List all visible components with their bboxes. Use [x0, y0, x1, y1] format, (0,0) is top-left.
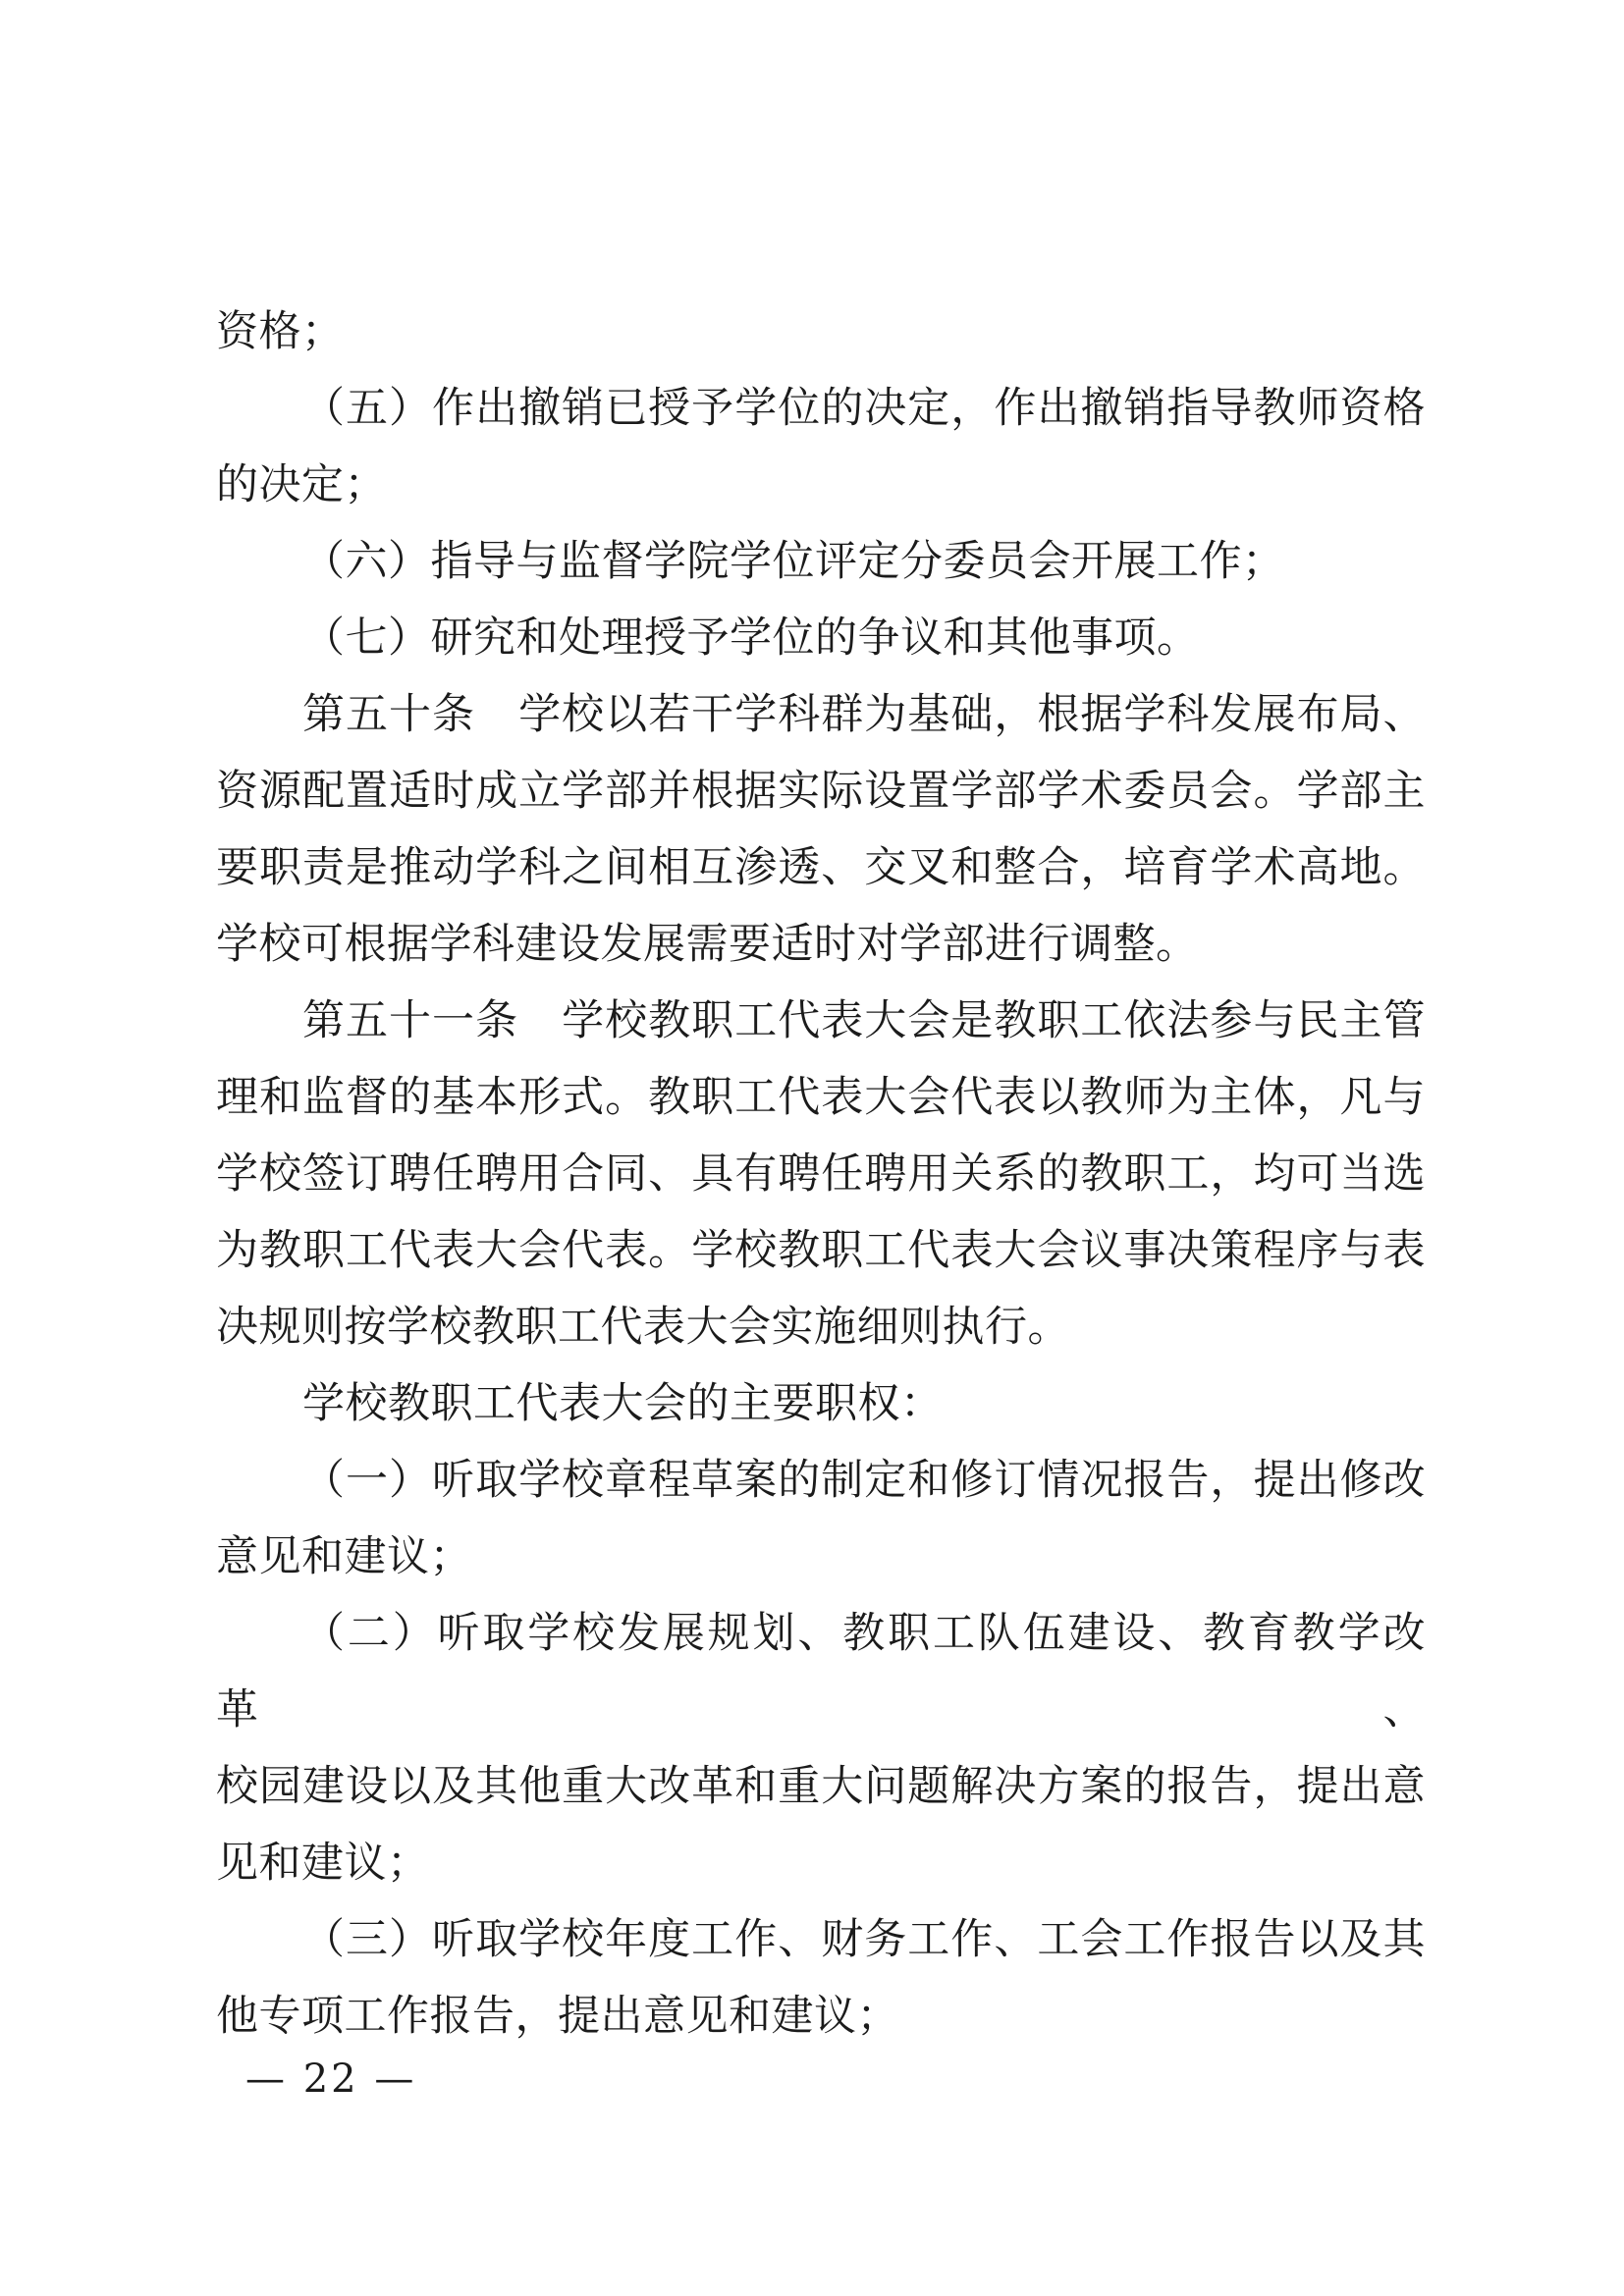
document-line: 第五十条 学校以若干学科群为基础，根据学科发展布局、 — [302, 692, 1426, 738]
document-line: 为教职工代表大会代表。学校教职工代表大会议事决策程序与表 — [216, 1228, 1426, 1274]
document-line: 意见和建议； — [216, 1534, 472, 1580]
document-line: 见和建议； — [216, 1841, 430, 1887]
document-line: 的决定； — [216, 462, 387, 508]
document-line: 校园建设以及其他重大改革和重大问题解决方案的报告，提出意 — [216, 1764, 1426, 1810]
document-line: 理和监督的基本形式。教职工代表大会代表以教师为主体，凡与 — [216, 1075, 1426, 1121]
document-line: 资源配置适时成立学部并根据实际设置学部学术委员会。学部主 — [216, 769, 1426, 815]
document-line: （三）听取学校年度工作、财务工作、工会工作报告以及其 — [302, 1917, 1426, 1963]
document-line: 他专项工作报告，提出意见和建议； — [216, 1994, 899, 2040]
page-number: — 22 — — [245, 2056, 417, 2102]
document-line: 资格； — [216, 309, 345, 355]
document-line: （一）听取学校章程草案的制定和修订情况报告，提出修改 — [302, 1458, 1426, 1504]
document-line: 第五十一条 学校教职工代表大会是教职工依法参与民主管 — [302, 998, 1426, 1044]
document-line: 要职责是推动学科之间相互渗透、交叉和整合，培育学术高地。 — [216, 845, 1426, 891]
document-line: （七）研究和处理授予学位的争议和其他事项。 — [302, 615, 1200, 662]
document-body — [216, 294, 1426, 2056]
document-line: 学校教职工代表大会的主要职权： — [302, 1381, 944, 1427]
document-line: 决规则按学校教职工代表大会实施细则执行。 — [216, 1305, 1070, 1351]
document-line: 学校可根据学科建设发展需要适时对学部进行调整。 — [216, 922, 1199, 968]
document-line: （五）作出撤销已授予学位的决定，作出撤销指导教师资格 — [302, 386, 1426, 432]
document-line: （六）指导与监督学院学位评定分委员会开展工作； — [302, 539, 1285, 585]
document-line: 学校签订聘任聘用合同、具有聘任聘用关系的教职工，均可当选 — [216, 1151, 1426, 1198]
document-line: （二）听取学校发展规划、教职工队伍建设、教育教学改革、 — [216, 1611, 1426, 1734]
